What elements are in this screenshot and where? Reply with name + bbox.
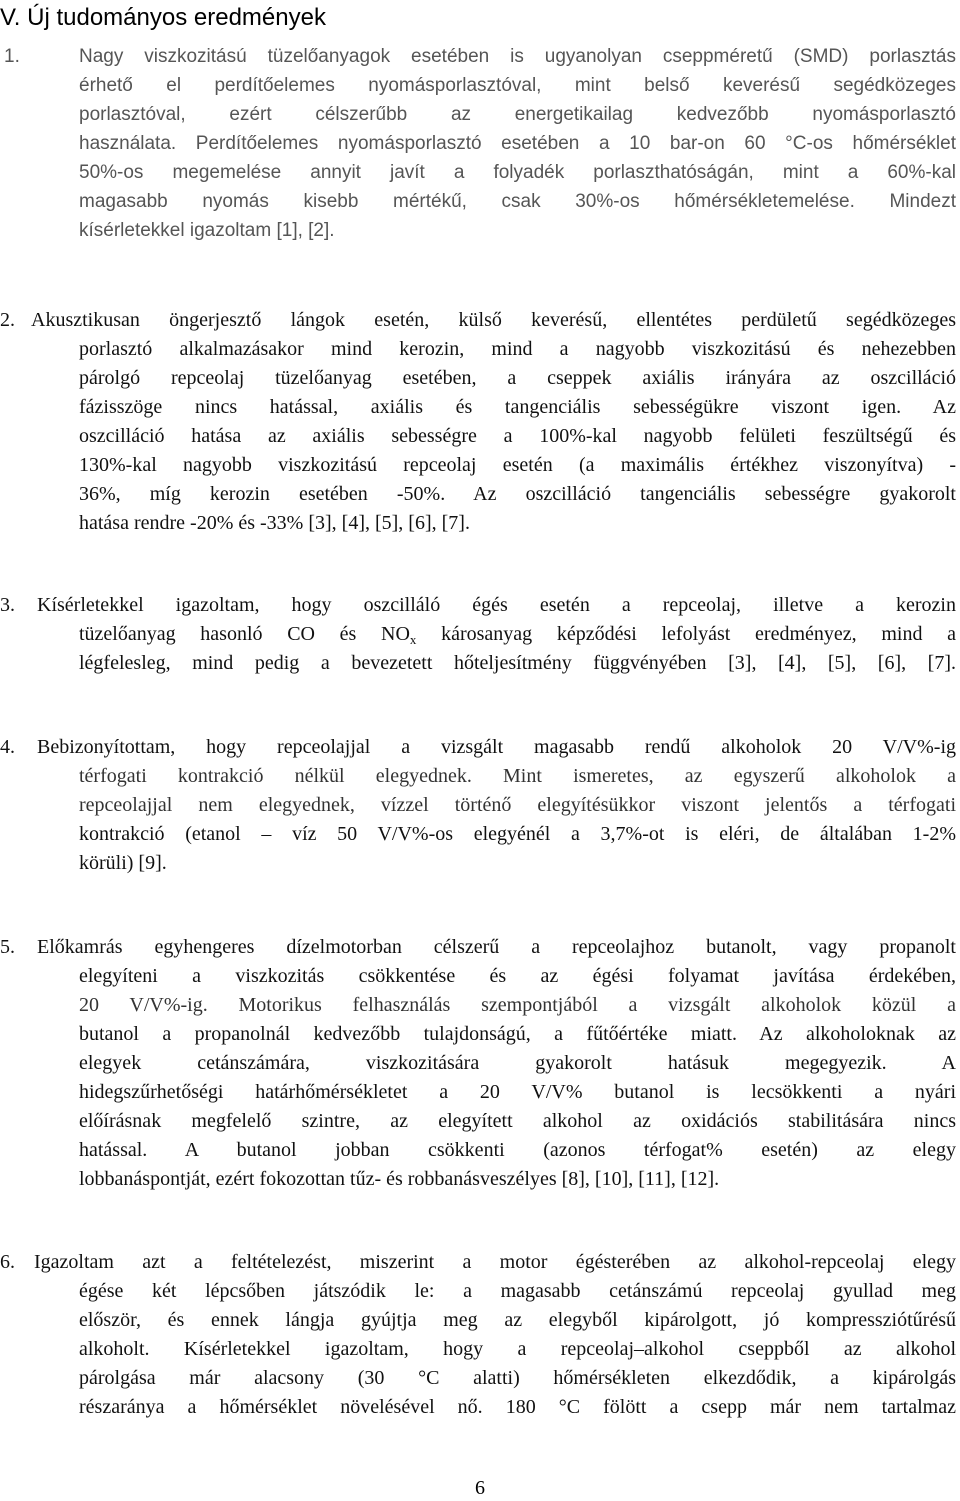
item-line: magasabb nyomás kisebb mértékű, csak 30%-os hőmérsékletemelése. Mindezt [79,191,956,212]
result-item-1 [0,42,956,245]
result-item-4 [0,733,956,878]
item-line: repceolajjal nem elegyednek, vízzel történő elegyítésükkor viszont jelentős a térfogati [79,794,956,816]
item-line: körüli) [9]. [79,852,167,874]
item-number: 5. [0,936,15,958]
item-line: légfelesleg, mind pedig a bevezetett hőteljesítmény függvényében [3], [4], [5], [6], [7]. [79,652,956,674]
item-line: porlasztóval, ezért célszerűbb az energetikailag kedvezőbb nyomásporlasztó [79,104,956,125]
item-line: 50%-os megemelése annyit javít a folyadék porlaszthatóságán, mint a 60%-kal [79,162,956,183]
item-line: elegyíteni a viszkozitás csökkentése és az égési folyamat javítása érdekében, [79,965,956,987]
item-line: kontrakció (etanol – víz 50 V/V%-os elegyénél a 3,7%-ot is eléri, de általában 1-2% [79,823,956,845]
item-line: alkoholt. Kísérletekkel igazoltam, hogy a repceolaj–alkohol cseppből az alkohol [79,1338,956,1360]
item-line: Akusztikusan öngerjesztő lángok esetén, külső keverésű, ellentétes perdületű segédközeges [31,309,956,331]
item-line: égése két lépcsőben játszódik le: a magasabb cetánszámú repceolaj gyullad meg [79,1280,956,1302]
item-line: Kísérletekkel igazoltam, hogy oszcilláló égés esetén a repceolaj, illetve a kerozin [37,594,956,616]
item-number: 3. [0,594,15,616]
item-line: Bebizonyítottam, hogy repceolajjal a vizsgált magasabb rendű alkoholok 20 V/V%-ig [37,736,956,758]
item-line: hatással. A butanol jobban csökkenti (azonos térfogat% esetén) az elegy [79,1139,956,1161]
item-line-part: károsanyag képződési lefolyást eredményez, mind a [416,623,956,645]
item-line: oszcilláció hatása az axiális sebességre a 100%-kal nagyobb felületi feszültségű és [79,425,956,447]
item-line: érhető el perdítőelemes nyomásporlasztóval, mint belső keverésű segédközeges [79,75,956,96]
section-heading: V. Új tudományos eredmények [0,4,326,31]
item-line: 36%, míg kerozin esetében -50%. Az oszcilláció tangenciális sebességre gyakorolt [79,483,956,505]
item-line: kísérletekkel igazoltam [1], [2]. [79,220,335,241]
item-line: lobbanáspontját, ezért fokozottan tűz- és robbanásveszélyes [8], [10], [11], [12]. [79,1168,720,1190]
item-number: 6. [0,1251,15,1273]
item-line: 20 V/V%-ig. Motorikus felhasználás szempontjából a vizsgált alkoholok közül a [79,994,956,1016]
item-line: porlasztó alkalmazásakor mind kerozin, mind a nagyobb viszkozitású és nehezebben [79,338,956,360]
item-line-part: tüzelőanyag hasonló CO és NO [79,623,410,645]
result-item-6 [0,1248,956,1422]
item-line: használata. Perdítőelemes nyomásporlasztó esetében a 10 bar-on 60 °C-os hőmérséklet [79,133,956,154]
subscript-x: x [409,632,417,647]
item-line: butanol a propanolnál kedvezőbb tulajdonságú, a fűtőértéke miatt. Az alkoholoknak az [79,1023,956,1045]
result-item-3 [0,591,956,678]
item-line: párolgó repceolaj tüzelőanyag esetében, a cseppek axiális irányára az oszcilláció [79,367,956,389]
item-line [79,620,956,649]
page-number: 6 [475,1477,485,1499]
result-item-2 [0,306,956,538]
item-line: részaránya a hőmérséklet növelésével nő. 180 °C fölött a csepp már nem tartalmaz [79,1396,956,1418]
item-line: fázisszöge nincs hatással, axiális és tangenciális sebességükre viszont igen. Az [79,396,956,418]
item-line: Előkamrás egyhengeres dízelmotorban célszerű a repceolajhoz butanolt, vagy propanolt [37,936,956,958]
item-line: 130%-kal nagyobb viszkozitású repceolaj esetén (a maximális értékhez viszonyítva) - [79,454,956,476]
item-line: elegyek cetánszámára, viszkozitására gyakorolt hatásuk megegyezik. A [79,1052,956,1074]
item-line: először, és ennek lángja gyújtja meg az elegyből kipárolgott, jó kompressziótűrésű [79,1309,956,1331]
item-line: térfogati kontrakció nélkül elegyednek. Mint ismeretes, az egyszerű alkoholok a [79,765,956,787]
item-line: hatása rendre -20% és -33% [3], [4], [5], [6], [7]. [79,512,470,534]
result-item-5 [0,933,956,1194]
item-line: előírásnak megfelelő szintre, az elegyített alkohol az oxidációs stabilitására nincs [79,1110,956,1132]
item-line: hidegszűrhetőségi határhőmérsékletet a 20 V/V% butanol is lecsökkenti a nyári [79,1081,956,1103]
item-number: 4. [0,736,15,758]
item-line: Igazoltam azt a feltételezést, miszerint a motor égésterében az alkohol-repceolaj elegy [34,1251,956,1273]
item-line: Nagy viszkozitású tüzelőanyagok esetében is ugyanolyan cseppméretű (SMD) porlasztás [79,46,956,67]
item-line: párolgása már alacsony (30 °C alatti) hőmérsékleten elkezdődik, a kipárolgás [79,1367,956,1389]
item-number: 2. [0,309,15,331]
item-number: 1. [4,46,20,67]
